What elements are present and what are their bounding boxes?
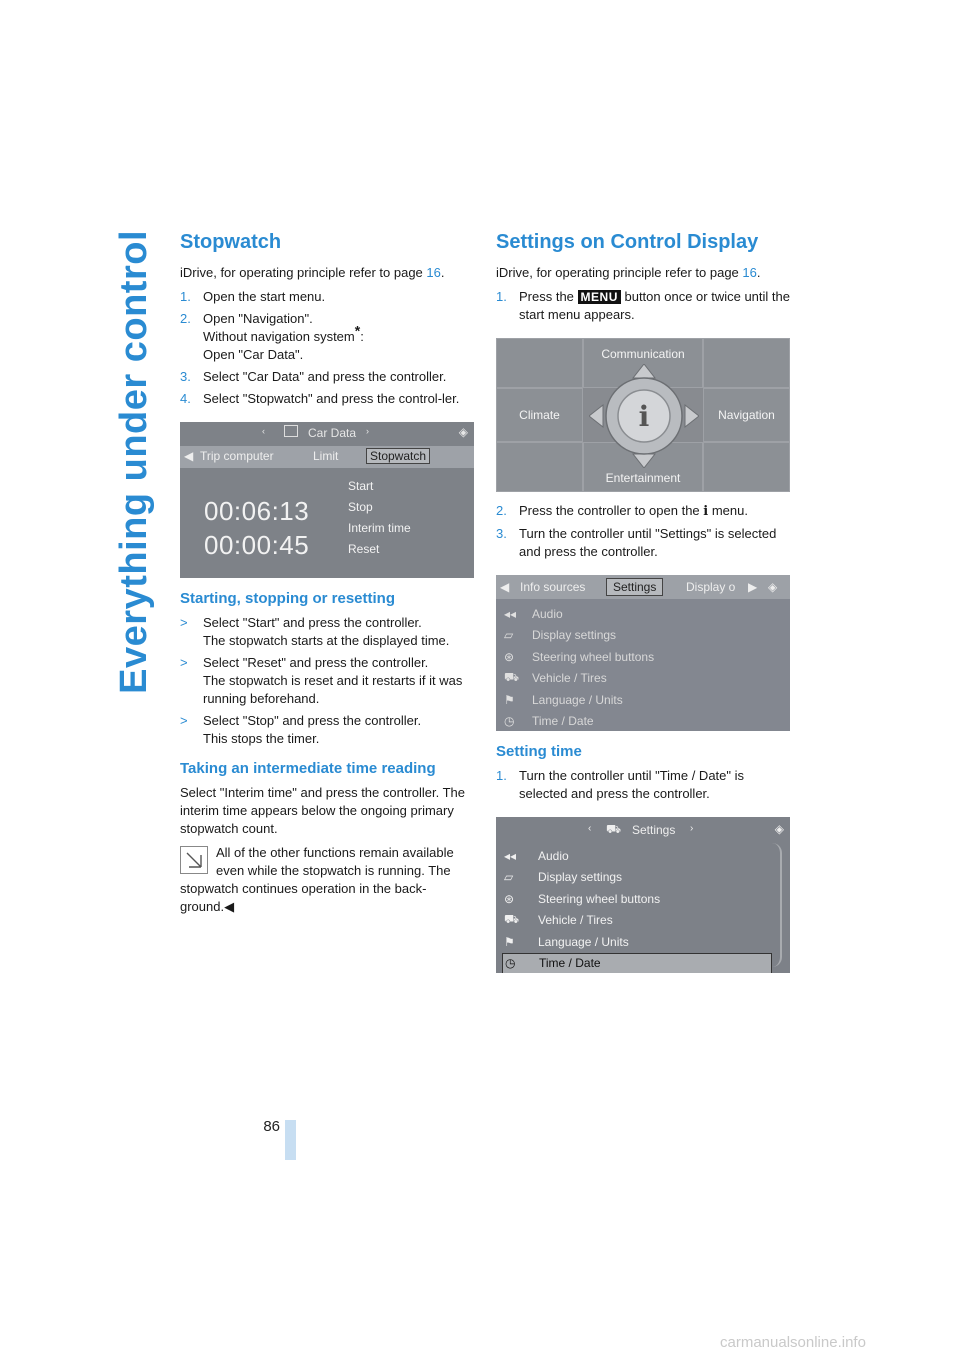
list-item: 1. Turn the controller until "Time / Date" is selected and press the controller. [496, 768, 745, 801]
option-reset[interactable]: Reset [348, 542, 380, 556]
chevron-right-icon: › [690, 823, 694, 834]
vehicle-icon: ⛟ [504, 670, 520, 685]
list-item: 3. Turn the controller until "Settings" is selected and press the controller. [496, 526, 777, 559]
tab-settings[interactable]: Settings [606, 578, 663, 596]
settings-list [502, 845, 772, 973]
list-item: 1. Open the start menu. [180, 289, 326, 304]
list-item[interactable]: ⊛ Steering wheel buttons [504, 649, 655, 664]
list-item[interactable]: ◂◂ Audio [504, 848, 569, 863]
page-link[interactable]: 16 [426, 265, 441, 280]
interim-time: 00:00:45 [204, 530, 310, 560]
controller-icon: ◈ [768, 580, 778, 594]
tab-trip-computer[interactable]: Trip computer [200, 449, 274, 463]
settings-menu-screen [496, 575, 790, 731]
vehicle-icon: ⛟ [504, 912, 520, 927]
note-arrow-icon [180, 846, 208, 874]
list-item: 2. Open "Navigation". Without navigation system*: Open "Car Data". [180, 311, 364, 362]
list-item[interactable]: ⛟ Vehicle / Tires [504, 670, 607, 686]
footer-watermark: carmanualsonline.info [720, 1334, 866, 1351]
stopwatch-times [204, 494, 309, 562]
interim-text: Select "Interim time" and press the controller. The interim time appears below the ongoing primary stopwatch count. [180, 785, 466, 836]
settings-intro: iDrive, for operating principle refer to page 16. [496, 265, 761, 280]
list-item[interactable]: ⚑ Language / Units [504, 692, 623, 707]
option-stop[interactable]: Stop [348, 500, 373, 514]
setting-time-heading: Setting time [496, 743, 582, 760]
tab-stopwatch[interactable]: Stopwatch [366, 448, 430, 464]
menu-button-icon: MENU [578, 290, 621, 304]
list-item[interactable]: ▱ Display settings [504, 628, 617, 643]
stopwatch-screen [180, 422, 474, 578]
controller-i-icon[interactable] [589, 364, 699, 468]
chevron-left-icon: ‹ [262, 426, 265, 436]
screen-title: Car Data [308, 426, 357, 440]
start-stop-reset-list [180, 614, 474, 748]
menu-entertainment[interactable]: Entertainment [583, 442, 703, 492]
start-stop-reset-heading: Starting, stopping or resetting [180, 590, 396, 607]
display-icon: ▱ [504, 628, 514, 643]
tab-arrow-right-icon: ▶ [748, 580, 758, 594]
chevron-left-icon: ‹ [588, 823, 592, 834]
stopwatch-steps [180, 288, 474, 408]
list-item[interactable]: ⊛ Steering wheel buttons [504, 891, 661, 906]
chapter-title: Everything under control [113, 230, 155, 694]
steering-wheel-icon: ⊛ [504, 891, 515, 906]
list-item: 4. Select "Stopwatch" and press the control-ler. [180, 391, 460, 406]
controller-icon: ◈ [774, 822, 784, 836]
option-start[interactable]: Start [348, 479, 374, 493]
settings-heading: Settings on Control Display [496, 231, 759, 253]
list-item[interactable]: ⛟ Vehicle / Tires [504, 912, 613, 928]
display-icon: ▱ [504, 870, 514, 885]
controller-icon: ◈ [458, 425, 468, 439]
end-mark-icon: ◀ [224, 899, 235, 914]
audio-icon: ◂◂ [504, 606, 517, 621]
list-item[interactable]: ⚑ Language / Units [504, 934, 629, 949]
page-marker [285, 1120, 296, 1160]
list-item[interactable]: ◷ Time / Date [504, 714, 594, 729]
primary-time: 00:06:13 [204, 496, 310, 526]
tab-arrow-icon: ◀ [500, 580, 510, 594]
tab-limit[interactable]: Limit [313, 449, 339, 463]
audio-icon: ◂◂ [504, 848, 517, 863]
clock-icon: ◷ [504, 714, 515, 729]
clock-icon: ◷ [505, 956, 516, 971]
interim-heading: Taking an intermediate time reading [180, 760, 436, 777]
page-number: 86 [263, 1118, 280, 1135]
screen-title: Settings [632, 823, 676, 837]
list-item: > Select "Stop" and press the controller. This stops the timer. [180, 713, 422, 746]
chevron-right-icon: › [366, 426, 369, 436]
menu-communication[interactable]: Communication [583, 338, 703, 388]
left-column [180, 230, 474, 916]
steering-wheel-icon: ⊛ [504, 649, 515, 664]
tab-display-options[interactable]: Display o [686, 580, 736, 594]
list-item[interactable]: ◂◂ Audio [504, 606, 563, 621]
right-column [496, 230, 790, 983]
list-item: > Select "Start" and press the controller. The stopwatch starts at the displayed time. [180, 615, 450, 648]
language-icon: ⚑ [504, 934, 515, 949]
stopwatch-heading: Stopwatch [180, 231, 282, 253]
menu-climate[interactable]: Climate [496, 388, 583, 442]
note: All of the other functions remain available even while the stopwatch is running. The stopwatch continues operation in the back-ground.◀ [180, 845, 454, 914]
language-icon: ⚑ [504, 692, 515, 707]
stopwatch-options [348, 476, 411, 560]
settings-list-screen [496, 817, 790, 973]
tab-arrow-icon: ◀ [184, 449, 194, 463]
car-data-icon [284, 425, 298, 437]
list-item: 2. Press the controller to open the i menu. [496, 503, 748, 519]
stopwatch-intro: iDrive, for operating principle refer to page 16. [180, 265, 445, 280]
list-item: > Select "Reset" and press the controller. The stopwatch is reset and it restarts if it was running beforehand. [180, 655, 463, 706]
scrollbar[interactable] [772, 843, 782, 967]
list-item-selected[interactable]: ◷ Time / Date [502, 953, 772, 974]
list-item: 3. Select "Car Data" and press the controller. [180, 369, 447, 384]
menu-navigation[interactable]: Navigation [703, 388, 790, 442]
page-link[interactable]: 16 [742, 265, 757, 280]
start-menu-screen [496, 338, 790, 492]
option-interim-time[interactable]: Interim time [348, 521, 411, 535]
tab-info-sources[interactable]: Info sources [520, 580, 586, 594]
list-item: 1. Press the MENU button once or twice until the start menu appears. [496, 289, 790, 322]
vehicle-icon: ⛟ [606, 822, 622, 836]
info-i-icon: i [703, 504, 709, 519]
list-item[interactable]: ▱ Display settings [504, 870, 623, 885]
svg-text:i: i [638, 400, 650, 433]
settings-menu-list [504, 603, 654, 731]
asterisk-icon: * [354, 322, 361, 339]
chapter-side-tab [110, 230, 158, 950]
